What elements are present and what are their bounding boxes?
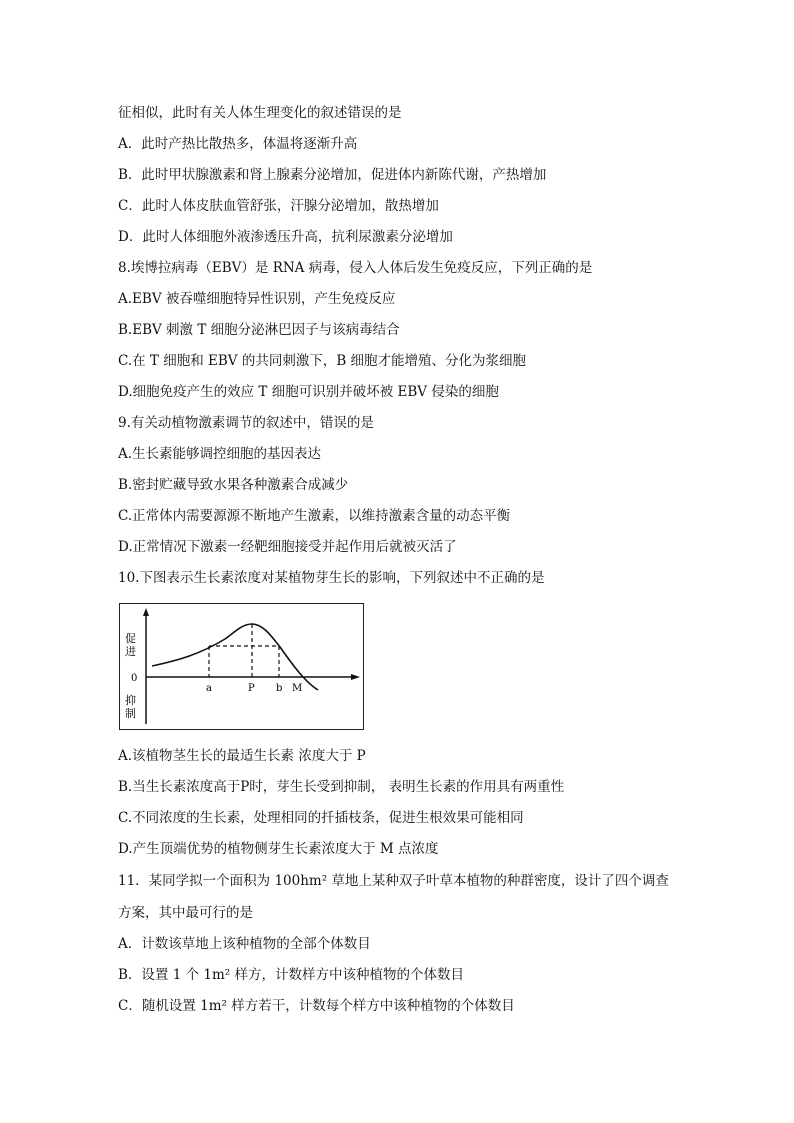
x-label-b: b (276, 683, 283, 694)
option-b: B．设置 1 个 1m² 样方，计数样方中该种植物的个体数目 (118, 967, 464, 983)
x-label-m: M (292, 683, 303, 694)
option-b: B.EBV 刺激 T 细胞分泌淋巴因子与该病毒结合 (118, 322, 400, 338)
option-a: A.EBV 被吞噬细胞特异性识别，产生免疫反应 (118, 291, 396, 307)
y-axis-arrow (143, 608, 149, 616)
auxin-curve-svg (120, 604, 365, 731)
option-c: C．此时人体皮肤血管舒张，汗腺分泌增加，散热增加 (118, 198, 439, 214)
option-c: C．随机设置 1m² 样方若干，计数每个样方中该种植物的个体数目 (118, 998, 515, 1014)
y-label-inhibit-2: 制 (125, 707, 136, 720)
option-d: D．此时人体细胞外液渗透压升高，抗利尿激素分泌增加 (118, 229, 453, 245)
question-9: 9.有关动植物激素调节的叙述中，错误的是 (118, 415, 374, 431)
auxin-curve-figure (119, 603, 364, 730)
option-c: C.不同浓度的生长素，处理相同的扦插枝条，促进生根效果可能相同 (118, 810, 524, 826)
question-10: 10.下图表示生长素浓度对某植物芽生长的影响，下列叙述中不正确的是 (118, 570, 545, 586)
option-d: D.正常情况下激素一经靶细胞接受并起作用后就被灭活了 (118, 539, 457, 555)
question-11-cont: 方案，其中最可行的是 (118, 905, 253, 921)
y-label-promote-2: 进 (125, 645, 136, 658)
option-c: C.在 T 细胞和 EBV 的共同刺激下，B 细胞才能增殖、分化为浆细胞 (118, 353, 527, 369)
y-label-inhibit-1: 抑 (125, 694, 136, 707)
option-b: B.密封贮藏导致水果各种激素合成减少 (118, 477, 349, 493)
option-c: C.正常体内需要源源不断地产生激素，以维持激素含量的动态平衡 (118, 508, 511, 524)
option-a: A.该植物茎生长的最适生长素 浓度大于 P (118, 748, 366, 764)
x-axis-arrow (351, 674, 360, 680)
response-curve (152, 624, 318, 690)
question-11: 11．某同学拟一个面积为 100hm² 草地上某种双子叶草本植物的种群密度，设计了四个调查 (118, 873, 669, 889)
x-label-a: a (206, 683, 212, 694)
x-label-p: P (248, 683, 255, 694)
option-b: B．此时甲状腺激素和肾上腺素分泌增加，促进体内新陈代谢，产热增加 (118, 167, 547, 183)
option-a: A．计数该草地上该种植物的全部个体数目 (118, 936, 371, 952)
option-b: B.当生长素浓度高于P时，芽生长受到抑制， 表明生长素的作用具有两重性 (118, 779, 565, 795)
option-a: A.生长素能够调控细胞的基因表达 (118, 446, 322, 462)
y-label-zero: 0 (131, 673, 138, 684)
y-label-promote-1: 促 (125, 632, 136, 645)
question-8: 8.埃博拉病毒（EBV）是 RNA 病毒，侵入人体后发生免疫反应，下列正确的是 (118, 260, 593, 276)
option-a: A．此时产热比散热多，体温将逐渐升高 (118, 136, 358, 152)
option-d: D.产生顶端优势的植物侧芽生长素浓度大于 M 点浓度 (118, 841, 439, 857)
text-line: 征相似，此时有关人体生理变化的叙述错误的是 (118, 105, 402, 121)
option-d: D.细胞免疫产生的效应 T 细胞可识别并破坏被 EBV 侵染的细胞 (118, 384, 499, 400)
